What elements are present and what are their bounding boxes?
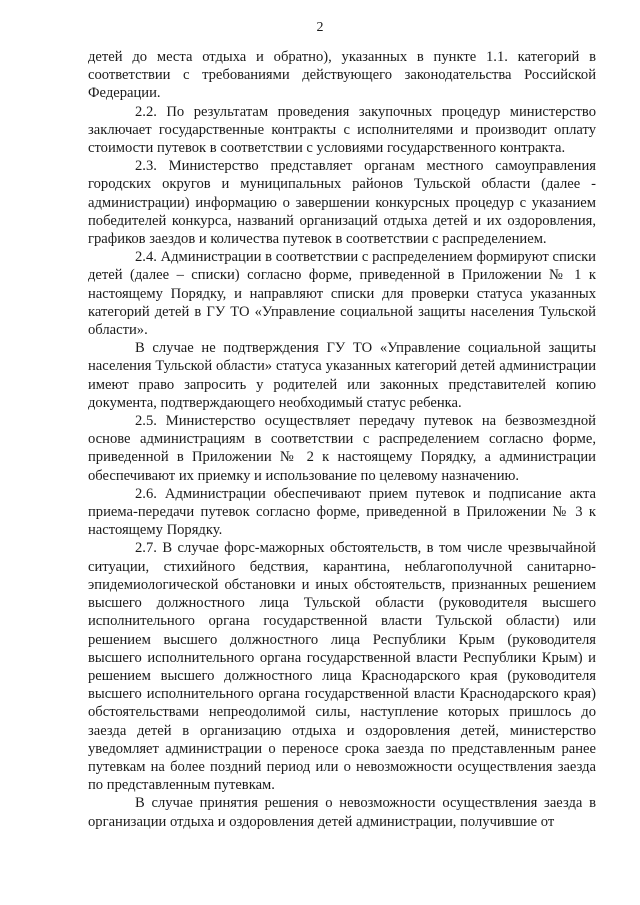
paragraph-2-4: 2.4. Администрации в соответствии с распределением формируют списки детей (далее – списки) согласно форме, приведенной в Приложении № 1 к настоящему Порядку, и направляют списки для проверки статуса указанных категорий детей в ГУ ТО «Управление социальной защиты населения Тульской области». [88, 249, 596, 339]
paragraph-2-7: 2.7. В случае форс-мажорных обстоятельств, в том числе чрезвычайной ситуации, стихийного бедствия, карантина, неблагополучной санитарно-эпидемиологической обстановки и иных обстоятельств, признанных решением высшего должностного лица Тульской области (руководителя высшего исполнительного органа государственной власти Тульской области) или решением высшего должностного лица Республики Крым (руководителя высшего исполнительного органа государственной власти Республики Крым) и решением высшего должностного лица Краснодарского края (руководителя высшего исполнительного органа государственной власти Краснодарского края) обстоятельствами непреодолимой силы, наступление которых пришлось до заезда детей в организацию отдыха и оздоровления детей, министерство уведомляет администрации о переносе срока заезда по представленным ранее путевкам на более поздний период или о невозможности осуществления заезда по представленным путевкам. [88, 540, 596, 794]
paragraph-2-3: 2.3. Министерство представляет органам местного самоуправления городских округов и муниципальных районов Тульской области (далее - администрации) информацию о завершении конкурсных процедур с указанием победителей конкурса, названий организаций отдыха детей и их оздоровления, графиков заездов и количества путевок в соответствии с распределением. [88, 158, 596, 248]
paragraph-continuation: детей до места отдыха и обратно), указанных в пункте 1.1. категорий в соответствии с требованиями действующего законодательства Российской Федерации. [88, 49, 596, 102]
document-body [88, 48, 596, 831]
paragraph-arrival-impossible: В случае принятия решения о невозможности осуществления заезда в организации отдыха и оздоровления детей администрации, получившие от [88, 795, 596, 830]
paragraph-2-6: 2.6. Администрации обеспечивают прием путевок и подписание акта приема-передачи путевок согласно форме, приведенной в Приложении № 3 к настоящему Порядку. [88, 485, 596, 539]
paragraph-2-5: 2.5. Министерство осуществляет передачу путевок на безвозмездной основе администрациям в соответствии с распределением согласно форме, приведенной в Приложении № 2 к настоящему Порядку, а администрации обеспечивают их приемку и использование по целевому назначению. [88, 413, 596, 484]
paragraph-2-2: 2.2. По результатам проведения закупочных процедур министерство заключает государственные контракты с исполнителями и производит оплату стоимости путевок в соответствии с условиями государственного контракта. [88, 103, 596, 157]
page-number: 2 [316, 20, 324, 35]
paragraph-status-not-confirmed: В случае не подтверждения ГУ ТО «Управление социальной защиты населения Тульской области» статуса указанных категорий детей администрации имеют право запросить у родителей или законных представителей копию документа, подтверждающего необходимый статус ребенка. [88, 340, 596, 411]
